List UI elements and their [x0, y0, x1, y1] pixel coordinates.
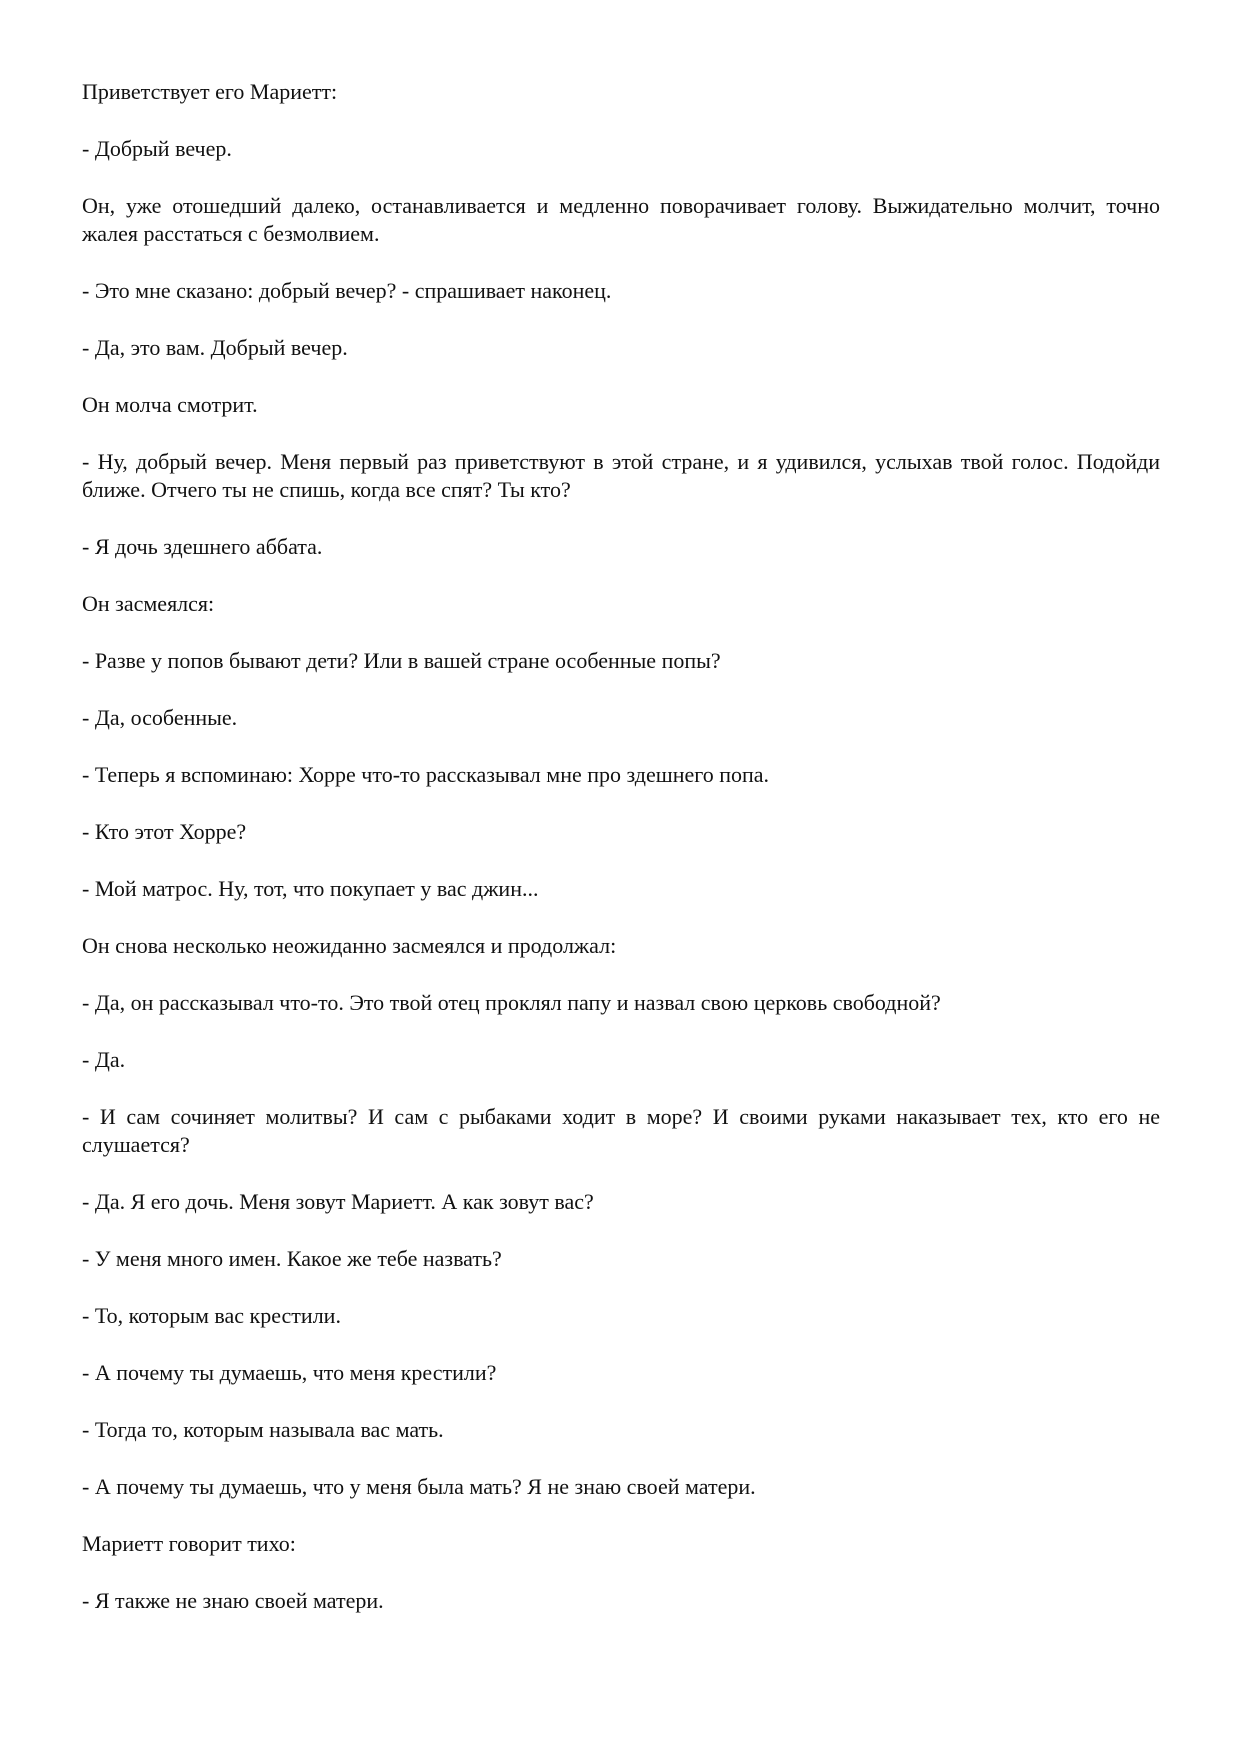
paragraph: - Мой матрос. Ну, тот, что покупает у вас джин... [82, 876, 539, 901]
paragraph: - Кто этот Хорре? [82, 819, 247, 844]
paragraph: - Я дочь здешнего аббата. [82, 534, 323, 559]
paragraph: - Да. Я его дочь. Меня зовут Мариетт. А как зовут вас? [82, 1189, 594, 1214]
paragraph: Он засмеялся: [82, 591, 215, 616]
paragraph: Он молча смотрит. [82, 392, 258, 417]
paragraph: - Добрый вечер. [82, 136, 232, 161]
paragraph: - Ну, добрый вечер. Меня первый раз приветствуют в этой стране, и я удивился, услыхав твой голос. Подойди ближе. Отчего ты не спишь, когда все спят? Ты кто? [82, 449, 1160, 502]
paragraph: Он снова несколько неожиданно засмеялся и продолжал: [82, 933, 617, 958]
paragraph: - Разве у попов бывают дети? Или в вашей стране особенные попы? [82, 648, 721, 673]
paragraph: - Да, особенные. [82, 705, 238, 730]
paragraph: - Да, он рассказывал что-то. Это твой отец проклял папу и назвал свою церковь свободной? [82, 990, 941, 1015]
paragraph: - Это мне сказано: добрый вечер? - спрашивает наконец. [82, 278, 612, 303]
paragraph: - Теперь я вспоминаю: Хорре что-то рассказывал мне про здешнего попа. [82, 762, 770, 787]
paragraph: - Тогда то, которым называла вас мать. [82, 1417, 444, 1442]
paragraph: - Я также не знаю своей матери. [82, 1588, 384, 1613]
paragraph: - Да, это вам. Добрый вечер. [82, 335, 348, 360]
paragraph: - А почему ты думаешь, что у меня была мать? Я не знаю своей матери. [82, 1474, 756, 1499]
paragraph: Мариетт говорит тихо: [82, 1531, 296, 1556]
paragraph: - А почему ты думаешь, что меня крестили? [82, 1360, 497, 1385]
paragraph: - И сам сочиняет молитвы? И сам с рыбаками ходит в море? И своими руками наказывает тех, кто его не слушается? [82, 1104, 1160, 1157]
paragraph: - Да. [82, 1047, 126, 1072]
document-page [82, 78, 1160, 1644]
paragraph: Приветствует его Мариетт: [82, 79, 338, 104]
paragraph: Он, уже отошедший далеко, останавливается и медленно поворачивает голову. Выжидательно молчит, точно жалея расстаться с безмолвием. [82, 193, 1160, 246]
paragraph: - У меня много имен. Какое же тебе назвать? [82, 1246, 502, 1271]
paragraph: - То, которым вас крестили. [82, 1303, 341, 1328]
